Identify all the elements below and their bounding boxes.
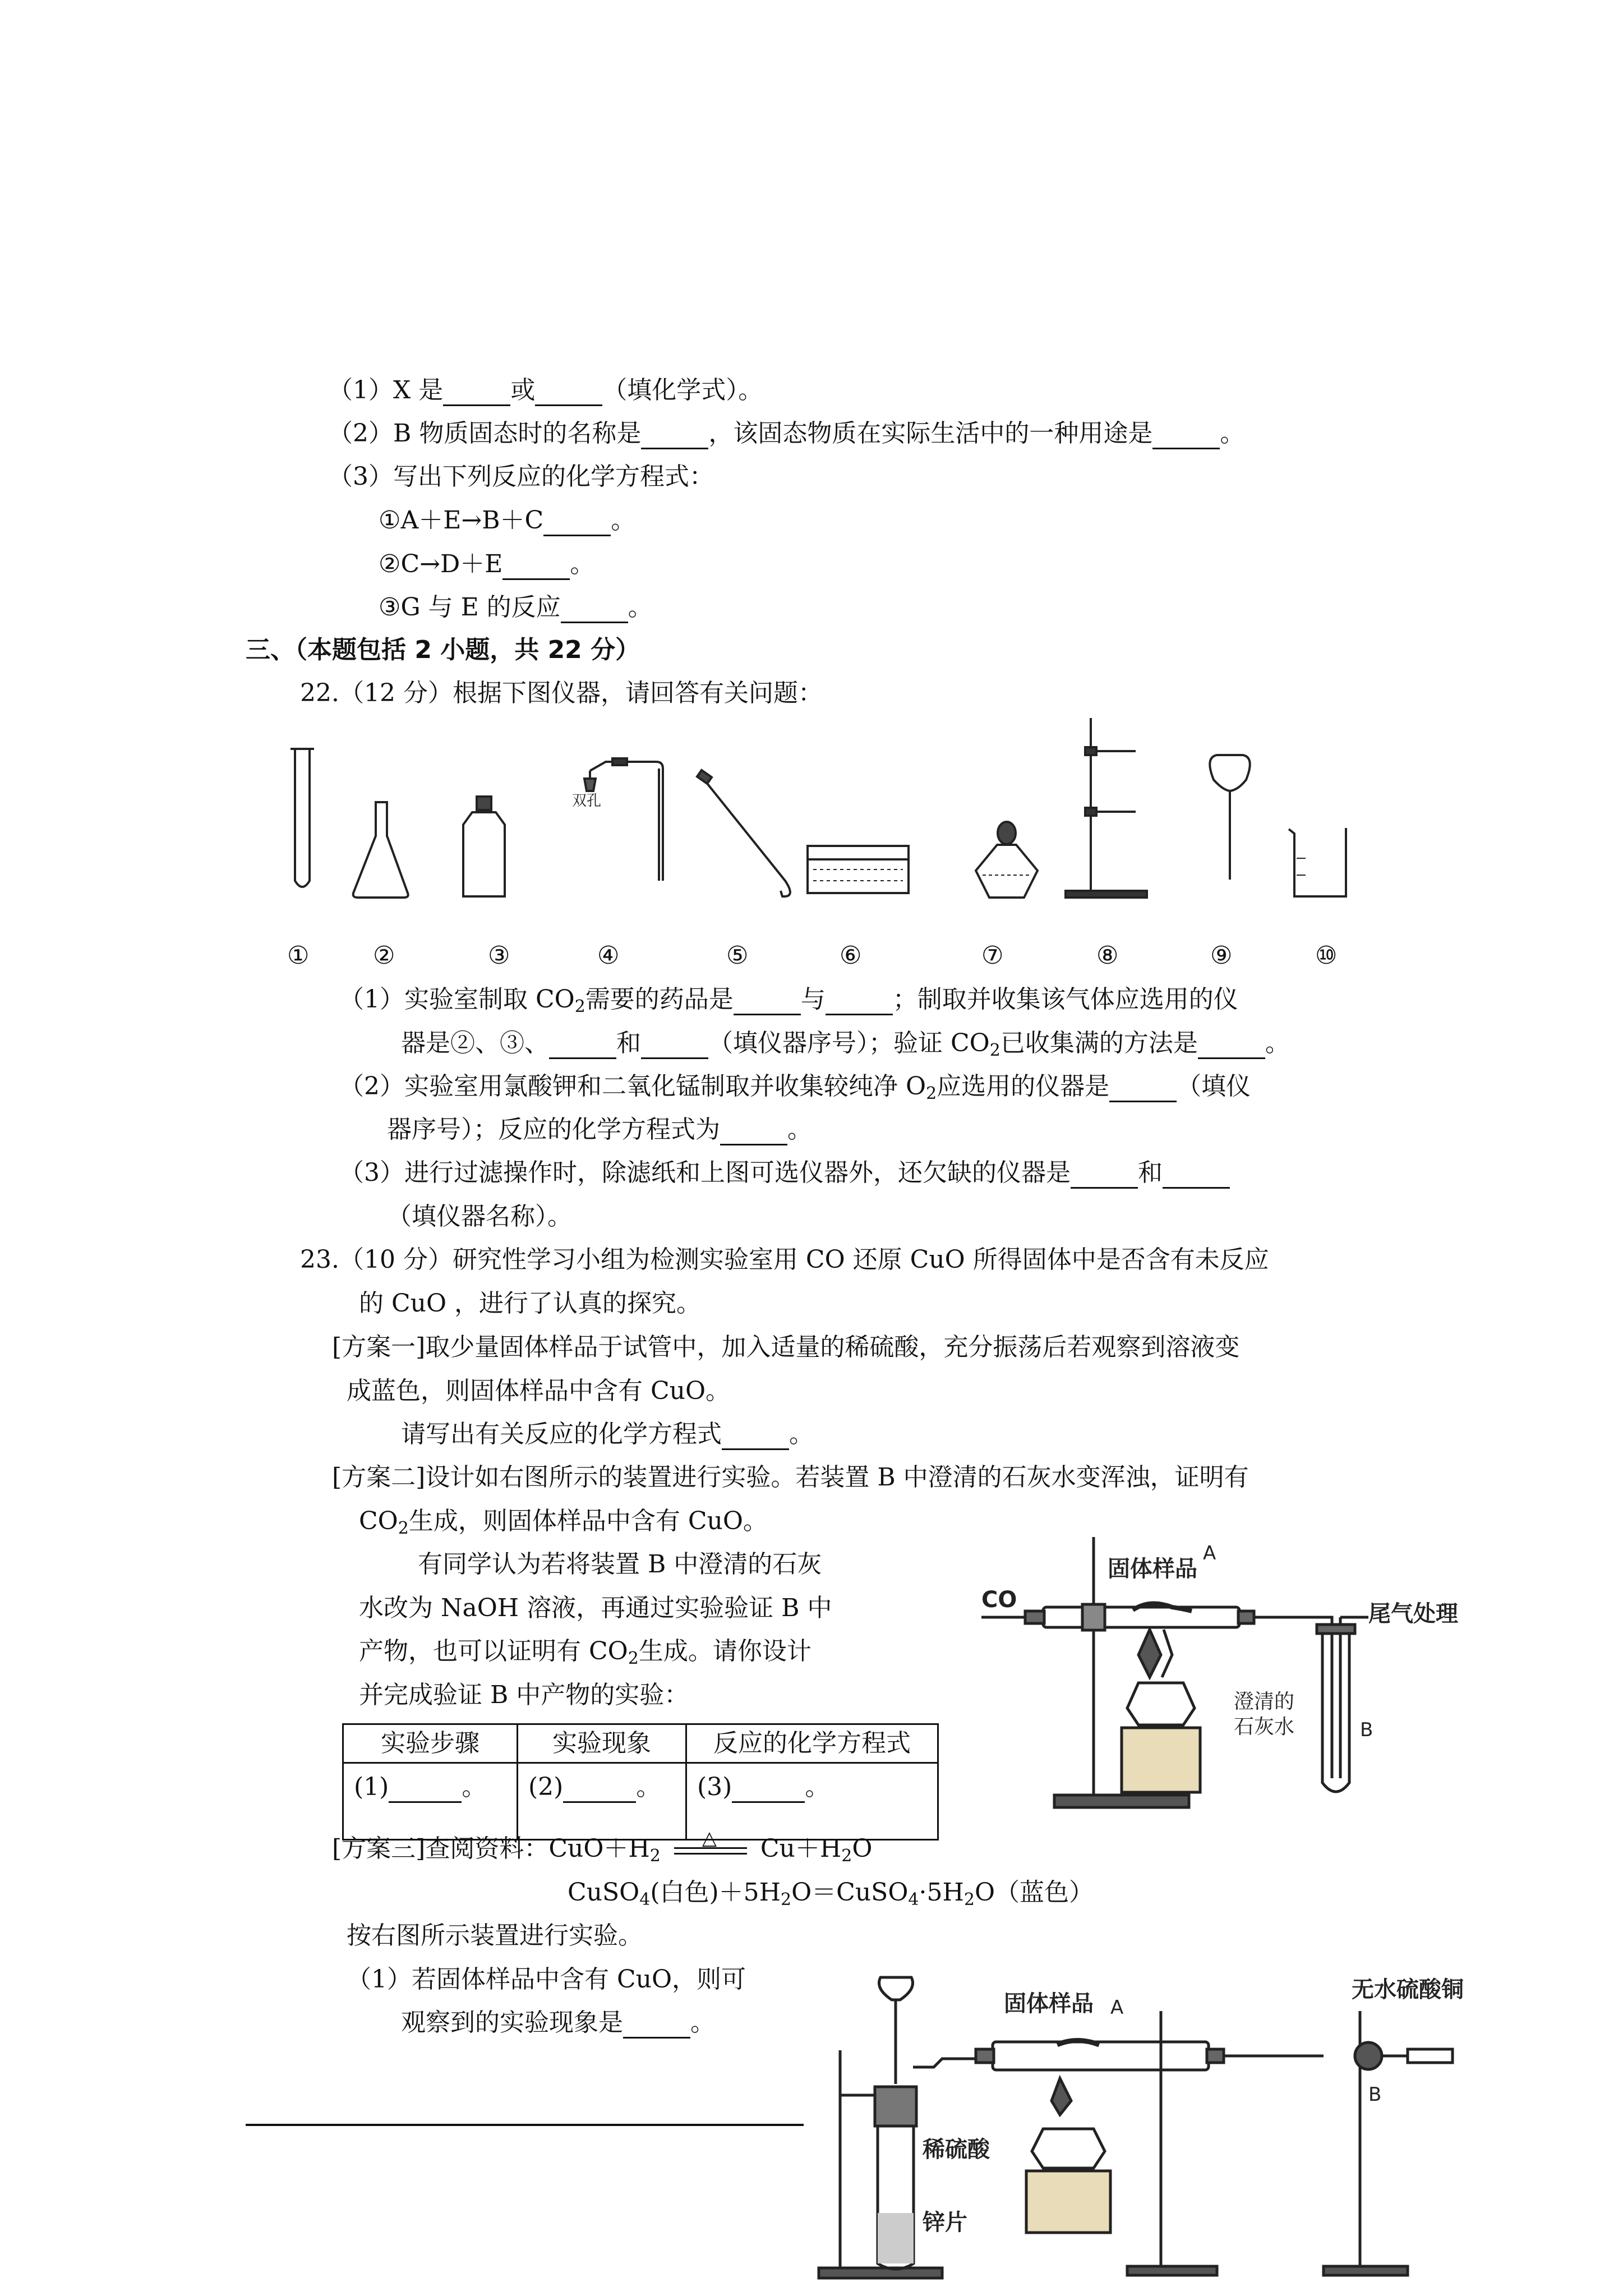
q21-eq1: ①A＋E→B＋C 。: [379, 505, 635, 536]
q23-intro-2: 的 CuO ，进行了认真的探究。: [359, 1289, 702, 1318]
q23-plan1-2: 成蓝色，则固体样品中含有 CuO。: [347, 1377, 731, 1405]
label-a: A: [1110, 1996, 1124, 2019]
test-tube-icon: [291, 749, 314, 887]
answer-blank[interactable]: [1109, 1077, 1177, 1102]
q23-plan1-3: 请写出有关反应的化学方程式 。: [401, 1419, 814, 1450]
co-reduction-apparatus-figure: [981, 1515, 1475, 1829]
answer-blank[interactable]: [1163, 1163, 1230, 1189]
funnel-icon: [1210, 755, 1249, 880]
q21-part3: （3）写出下列反应的化学方程式：: [328, 462, 714, 491]
q23-plan1-1: [方案一]取少量固体样品于试管中，加入适量的稀硫酸，充分振荡后若观察到溶液变: [332, 1333, 1240, 1361]
apparatus-number: ⑨: [1210, 941, 1233, 970]
q23-plan3-4: （1）若固体样品中含有 CuO，则可: [347, 1965, 746, 1994]
q22-part2-line1: （2）实验室用氯酸钾和二氧化锰制取并收集较纯净 $O_2$应选用的仪器是 （填仪: [339, 1072, 1251, 1103]
q22-part2-line2: 器序号）；反应的化学方程式为 。: [387, 1114, 812, 1145]
q21-eq3: ③G 与 E 的反应 。: [379, 592, 653, 623]
answer-blank[interactable]: [1152, 424, 1220, 449]
q23-plan2-4: 水改为 NaOH 溶液，再通过实验验证 B 中: [359, 1594, 832, 1622]
label-sample: 固体样品: [1004, 1991, 1094, 2017]
label-tail-gas: 尾气处理: [1368, 1601, 1458, 1627]
experiment-table: [342, 1723, 939, 1841]
answer-blank[interactable]: [732, 1778, 805, 1803]
q23-plan2-3: 有同学认为若将装置 B 中澄清的石灰: [418, 1550, 822, 1579]
q21-eq2: ②C→D＋E 。: [379, 549, 594, 580]
answer-blank[interactable]: [535, 381, 602, 406]
answer-blank[interactable]: [623, 2013, 690, 2039]
answer-blank[interactable]: [641, 424, 708, 449]
label-limewater: 澄清的: [1234, 1690, 1295, 1713]
answer-blank[interactable]: [826, 990, 893, 1015]
answer-blank[interactable]: [734, 990, 801, 1015]
answer-blank[interactable]: [1198, 1034, 1265, 1059]
q23-plan2-5: 产物，也可以证明有 $CO_2$生成。请你设计: [359, 1637, 811, 1668]
apparatus-number: ⑦: [981, 941, 1004, 970]
q23-plan2-2: $CO_2$生成，则固体样品中含有 CuO。: [359, 1507, 768, 1538]
label-dilute-sulfuric-acid: 稀硫酸: [923, 2137, 990, 2162]
label-sample: 固体样品: [1108, 1556, 1197, 1582]
water-trough-icon: [808, 846, 909, 893]
answer-blank[interactable]: [722, 1425, 789, 1450]
q23-plan2-6: 并完成验证 B 中产物的实验：: [359, 1681, 689, 1709]
apparatus-number: ⑥: [840, 941, 862, 970]
heat-arrow: △: [668, 1839, 753, 1862]
q23-plan3-3: 按右图所示装置进行实验。: [347, 1921, 643, 1950]
q22-part3-line1: （3）进行过滤操作时，除滤纸和上图可选仪器外，还欠缺的仪器是 和: [339, 1157, 1230, 1189]
answer-blank[interactable]: [543, 511, 611, 536]
beaker-icon: [1289, 828, 1346, 896]
apparatus-number: ④: [597, 941, 620, 970]
table-header: 实验现象: [518, 1724, 686, 1763]
label-b: B: [1368, 2083, 1382, 2106]
bent-glass-tube-icon: [697, 770, 790, 896]
table-header: 反应的化学方程式: [686, 1724, 938, 1763]
q23-plan3-1: [方案三]查阅资料：$CuO+H_2$ △ $Cu+H_2O$: [332, 1826, 873, 1866]
q22-title: 22.（12 分）根据下图仪器，请回答有关问题：: [300, 679, 823, 707]
label-anhydrous-cuso4: 无水硫酸铜: [1352, 1977, 1464, 2003]
label-a: A: [1203, 1542, 1216, 1565]
q22-part3-line2: （填仪器名称）。: [387, 1202, 572, 1231]
apparatus-figure: [269, 712, 1413, 914]
apparatus-number: ⑩: [1315, 941, 1338, 970]
label-limewater: 石灰水: [1234, 1715, 1295, 1738]
answer-blank[interactable]: [1071, 1163, 1138, 1189]
answer-blank[interactable]: [502, 555, 570, 580]
label-zinc: 锌片: [923, 2210, 967, 2235]
section-heading: 三、（本题包括 2 小题，共 22 分）: [246, 636, 640, 664]
label-co: CO: [981, 1587, 1017, 1613]
label-b: B: [1360, 1719, 1373, 1741]
apparatus-number: ③: [488, 941, 510, 970]
table-header: 实验步骤: [343, 1724, 518, 1763]
q22-part1-line2: 器是②、③、 和 （填仪器序号）；验证 $CO_2$已收集满的方法是 。: [401, 1029, 1290, 1060]
q23-intro-1: 23.（10 分）研究性学习小组为检测实验室用 CO 还原 CuO 所得固体中是否含有未反应: [300, 1245, 1269, 1274]
h2-reduction-apparatus-figure: [808, 1966, 1481, 2280]
q23-plan3-5: 观察到的实验现象是 。: [401, 2007, 715, 2039]
answer-blank[interactable]: [443, 381, 510, 406]
answer-blank[interactable]: [720, 1120, 787, 1145]
q21-part1: （1）X 是 或 （填化学式）。: [328, 375, 763, 406]
q23-plan3-2: CuSO$_4$(白色)$+5H_2O=CuSO_4\cdot 5H_2O$（蓝色）: [568, 1878, 1094, 1910]
table-cell[interactable]: (2) 。: [518, 1763, 686, 1840]
q23-plan2-1: [方案二]设计如右图所示的装置进行实验。若装置 B 中澄清的石灰水变浑浊，证明有: [332, 1463, 1249, 1492]
two-hole-stopper-icon: [584, 758, 663, 881]
stopper-label: 双孔: [572, 793, 602, 809]
alcohol-lamp-icon: [976, 822, 1038, 898]
q21-part2: （2）B 物质固态时的名称是 ，该固态物质在实际生活中的一种用途是 。: [328, 418, 1244, 449]
answer-blank[interactable]: [641, 1034, 708, 1059]
apparatus-number: ②: [373, 941, 395, 970]
table-cell[interactable]: (1) 。: [343, 1763, 518, 1840]
q22-part1-line1: （1）实验室制取 $CO_2$需要的药品是 与 ；制取并收集该气体应选用的仪: [339, 985, 1238, 1016]
apparatus-number: ①: [287, 941, 310, 970]
gas-jar-icon: [463, 797, 505, 896]
answer-blank[interactable]: [549, 1034, 616, 1059]
conical-flask-icon: [353, 802, 408, 898]
iron-stand-icon: [1066, 718, 1147, 898]
footer-rule: [246, 2124, 804, 2126]
answer-blank[interactable]: [563, 1778, 636, 1803]
table-cell[interactable]: (3) 。: [686, 1763, 938, 1840]
answer-blank[interactable]: [561, 598, 628, 623]
apparatus-number: ⑤: [726, 941, 749, 970]
apparatus-number: ⑧: [1096, 941, 1119, 970]
answer-blank[interactable]: [389, 1778, 462, 1803]
